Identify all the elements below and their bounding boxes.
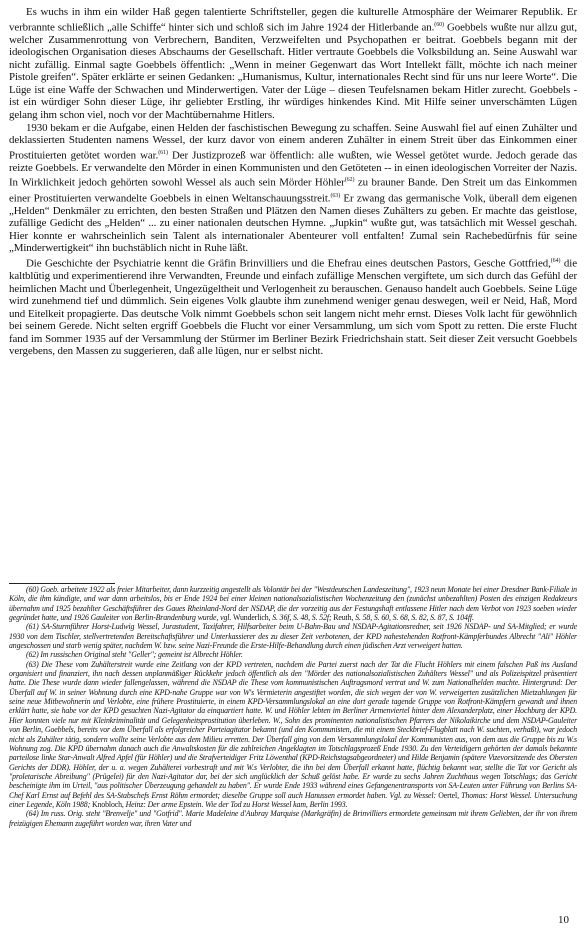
footnote-62: (62) Im russischen Original steht "Geller"; gemeint ist Albrecht Höhler. (26, 650, 243, 660)
author-name: Wunderlich (233, 613, 269, 623)
footnote-ref-60[interactable]: (60) (434, 21, 444, 28)
text-run: Die Geschichte der Psychiatrie kennt die Gräfin Brinvilliers und die Ehefrau eines deutschen Pastors, Gesche Gottfried, (26, 257, 551, 270)
footnote-61: (61) SA-Sturmführer Horst-Ludwig Wessel, Jurastudent, Taxifahrer, Hilfsarbeiter beim U-Bahn-Bau und NSDAP-Agitationsredner, seit 1926 NSDAP- und SA-Mitglied; er wurde 1930 von dem Tischler, stellvertretenden Bereitschaftsführer und Unterkassierer des zu dieser Zeit verbotenen, der KPD nahestehenden Rotfront-Kämpferbundes Albrecht "Ali" Höhler angeschossen und starb wenig später, nachdem W. bzw. seine Nazi-Freunde die Erste-Hilfe-Behandlung durch einen jüdischen Arzt verweigert hatten. (9, 622, 577, 651)
footnote-divider (9, 583, 115, 584)
footnote-text: , S. 36f, S. 48, S. 52f; (268, 613, 334, 623)
footnotes (9, 585, 577, 828)
main-text (9, 6, 577, 358)
page-number: 10 (558, 914, 569, 926)
footnote-64: (64) Im russ. Orig. steht "Brenvelje" und "Gotfrid". Marie Madeleine d'Aubray Marquise (Markgräfin) de Brinvilliers ermordete gemeinsam mit ihrem Geliebten, der ihr von ihrem freizügigen Ehemann zugeführt worden war, ihren Vater und (9, 809, 577, 828)
author-name: Knobloch (91, 799, 122, 809)
text-run: Es wuchs in ihm ein wilder Haß gegen talentierte Schriftsteller, gegen die kulturelle Atmosphäre der Weimarer Republik. Er verbrannte schließlich „alle Schiffe“ hinter sich und schloß sich im Jahre 1924 der Hitlerbande an. (9, 6, 577, 34)
text-run: 1930 bekam er die Aufgabe, einen Helden der faschistischen Bewegung zu schaffen. Seine Auswahl fiel auf einen Zuhälter und deklassierten Studenten namens Wessel, der kurz davor von einem anderen Zuhälter in einem Streit über das Einkommen einer Prostituierten getötet worden war. (9, 121, 577, 162)
author-name: Reuth (333, 613, 352, 623)
footnote-60 (9, 585, 577, 622)
footnote-text: , Thomas: Horst Wessel. Untersuchung einer Legende, Köln 1988; (9, 790, 577, 809)
text-run: Goebbels wußte nur allzu gut, welcher Zusammenrottung von Verbrechern, Banditen, Verzweifelten und Psychopathen er beitrat. Goebbels begann mit der ideologischen Organisation dieses Abschaums der Gesellschaft. Hitler vertraute Goebbels die Volksbildung an. Seine Auswahl war nicht zufällig. Einmal sagte Goebbels öffentlich: „Wenn in meiner Gegenwart das Wort Intellekt fällt, möchte ich nach meiner Pistole greifen“. Später erklärte er seinen Gedanken: „Humanismus, Kultur, internationales Recht sind für uns nur leere Worte“. Die Lüge ist eine Waffe der Schwachen und Minderwertigen. Vater der Lüge – diesen Teufelsnamen bekam Hitler zurecht. Goebbels - ist ein würdiger Sohn dieser Lüge, ihr geliebter Erstling, ihr würdiges hinkendes Kind. Mit Hilfe seiner unverschämten Lügen gelang ihm schon viel, noch vor der Machtübernahme Hitlers. (9, 21, 577, 121)
paragraph-3 (9, 255, 577, 358)
paragraph-2 (9, 122, 577, 255)
text-run: Er zwang das germanische Volk, überall dem eigenen „Helden“ Denkmäler zu errichten, den besten Straßen und Plätzen den Namen dieses Zuhälters zu geben. Er machte das geistlose, zufällige Gedicht des „Helden“ ... zu einer nationalen deutschen Hymne. „Jupkin“ wußte gut, was tatsächlich mit Wessel geschah. Hier konnte er wahrscheinlich sein Talent als internationaler Abenteurer voll entfalten! Zumal sein Rachebedürfnis für seine „Minderwertigkeit“ ihn buchstäblich nicht in Ruhe läßt. (9, 192, 577, 255)
footnote-63 (9, 660, 577, 810)
author-name: Oertel (438, 790, 458, 800)
paragraph-1 (9, 6, 577, 122)
footnote-ref-62[interactable]: (62) (344, 177, 355, 184)
footnote-text: (63) Die These vom Zuhälterstreit wurde eine Zeitlang von der KPD vertreten, nachdem die Partei zuerst nach der Tat die Flucht Höhlers mit einem falschen Paß ins Ausland organisiert und finanziert, ihn nach dessen unplanmäßiger Rückkehr jedoch öffentlich als den "Mörder des nationalsozialistischen Zuhälters Wessel" und als Polizeispitzel präsentiert hatte. Die These wurde dann wieder fallengelassen, während die NSDAP die These vom kommunistischen Auftragsmord vertrat und W. zum Nationalhelden machte. Hintergrund: Der Überfall auf W. in seiner Wohnung durch eine KPD-nahe Gruppe war von W's Vermieterin angestiftet worden, die sich wegen der von W. verweigerten zusätzlichen Mietzahlungen für seine neue Mitbewohnerin und Verlobte, eine frühere Prostituierte, in einem KPD-Versammlungslokal an eine dort gerade tagende Gruppe von Rotfront-Kämpfern gewandt und ihnen erklärt hatte, sie habe vor der KPD gesuchten Nazi-Agitator da einquartiert hatte. W. und Höhler lebten im Berliner Armenviertel hinter dem Alexanderplatz, einer Hochburg der KPD. Hier konnten viele nur mit Kleinkriminalität und Gelegenheitsprostitution überleben. W., Sohn des prominenten nationalistischen Pfarrers der Nikolaikirche und dem NSDAP-Gauleiter von Berlin, Goebbels, bereits vor dem Überfall als erfolgreicher Parteiagitator bekannt (und den Kommunisten, die mit einem Steckbrief-Flugblatt nach W. suchten, verhaßt), war jedoch nicht als Zuhälter tätig, sondern wollte seine Verlobte aus dem Milieu erretten. Der Überfall ging von dem Versammlungslokal der Kommunisten aus, von dem aus die Gruppe bis zu W.s Wohnung zog. Die KPD übernahm danach auch die Anwaltskosten für die zahlreichen Angeklagten im Totschlagsprozeß Ende 1930. Zu den Verteidigern gehörten der damals bekannte parteilose linke Star-Anwalt Alfred Apfel (für Höhler) und die Strafverteidiger Fritz Löwenthal (KPD-Reichstagsabgeordneter) und Hilde Benjamin (spätere Vizevorsitzende des Obersten Gerichts der DDR). Höhler, der u. a. wegen Zuhälterei vorbestraft und mit W.s Verlobter, die ihn bei dem Überfall erkannt hatte, flüchtig bekannt war, stellte die Tat vor Gericht als "proletarische Abreibung" (Prügelei) für den Nazi-Agitator dar, bei der sich unglücklich der Schuß gelöst habe. Er wurde zu sechs Jahren Zuchthaus wegen Totschlags; das Gericht bescheinigte ihm im Urteil, "aus politischer Überzeugung gehandelt zu haben". Er wurde Ende 1933 während eines Gefangenentransports von SA-Leuten unter Führung von Berlins SA-Chef Karl Ernst auf Befehl des SA-Stabschefs Ernst Röhm ermordet; dieselbe Gruppe soll auch Hanussen ermordet haben. Vgl. zu Wessel: (9, 659, 577, 800)
footnote-text: , Heinz: Der arme Epstein. Wie der Tod zu Horst Wessel kam, Berlin 1993. (121, 799, 348, 809)
footnote-text: , S. 58, S. 60, S. 68, S. 82, S. 87, S. 104ff. (351, 613, 474, 623)
footnote-ref-63[interactable]: (63) (330, 192, 341, 199)
text-run: Der Justizprozeß war öffentlich: alle wußten, wie Wessel getötet wurde. Jedoch gerade das reizte Goebbels. Er verwandelte den Mörder in einen Kommunisten und den Getöteten -- in einen ideologischen Vorreiter der Nazis. In Wirklichkeit jedoch gehörten sowohl Wessel als auch sein Mörder Höhler (9, 149, 578, 189)
footnote-ref-61[interactable]: (61) (158, 149, 168, 156)
footnote-ref-64[interactable]: (64) (550, 257, 561, 264)
text-run: zu brauner Bande. Den Streit um das Einkommen einer Prostituierten verwandelte Goebbels in einen Weltanschauungsstreit. (9, 176, 577, 205)
text-run: die kaltblütig und experimentierend ihre Verwandten, Freunde und einfach zufällige Menschen vergiftete, um sich durch das Gefühl der heimlichen Macht und Überlegenheit, Ungezügeltheit und Verlogenheit zu berauschen. Genauso handelt auch Goebbels. Seine Lüge wird zunehmend tief und dümmlich. Sein eigenes Volk glaubte ihm zunehmend weniger genau deswegen, weil er Neid, Haß, Mord und Eitelkeit propagierte. Das deutsche Volk nimmt Goebbels schon seit langem nicht mehr ernst. Dieses Volk lacht für gewöhnlich bei seinem Gerede. Nicht selten ergriff Goebbels die Flucht vor einer Versammlung, um sich vom Spott zu retten. Die erste Flucht fand im Sommer 1935 auf der Versammlung der Stürmer im Berliner Bezirk Friedrichshain statt. Seit dieser Zeit versucht Goebbels vergebens, den Massen zu suggerieren, daß alle lügen, nur er selbst nicht. (9, 257, 577, 358)
footnote-text: (60) Goeb. arbeitete 1922 als freier Mitarbeiter, dann kurzzeitig angestellt als Volontär bei der "Westdeutschen Landeszeitung", 1923 neun Monate bei einer Dresdner Bank-Filiale in Köln, die ihm kündigte, und war dann arbeitslos, bis er Ende 1924 bei einer kleinen nationalsozialistischen Wochenzeitung den (zunächst unbezahlten) Posten des einzigen Redakteurs übernahm und 1925 bezahlter Geschäftsführer des Gaues Rheinland-Nord der NSDAP, die der vorzeitig aus der Festungshaft entlassene Hitler nach dem Verbot von 1923 soeben wieder gegründet hatte, und 1926 Gauleiter von Berlin-Brandenburg wurde, vgl. (9, 585, 577, 623)
